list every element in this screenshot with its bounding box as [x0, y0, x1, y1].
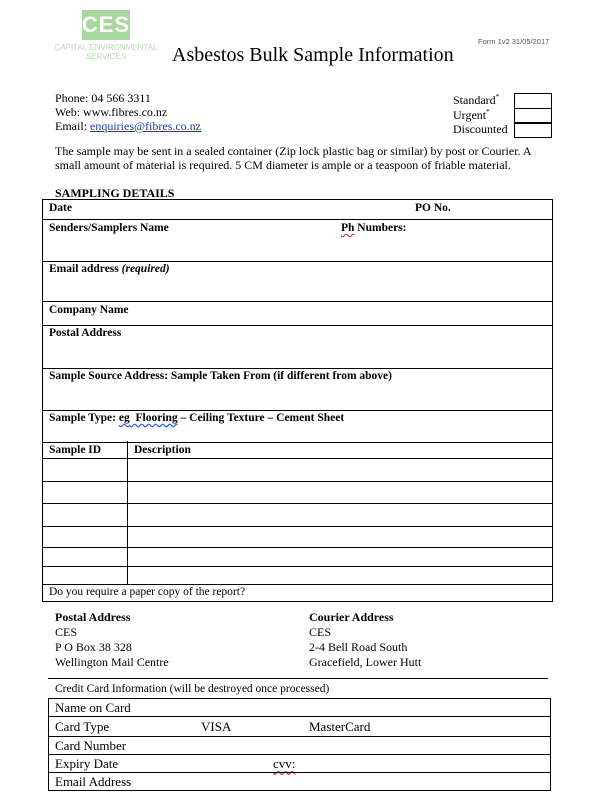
- card-number-label: Card Number: [55, 738, 127, 753]
- courier-address-line-3: Gracefield, Lower Hutt: [309, 655, 422, 669]
- sample-table-column-divider: [127, 441, 128, 584]
- form-version: Form 1v2 31/05/2017: [478, 37, 550, 46]
- cvv-label: cvv:: [273, 756, 296, 771]
- email-address-text: Email address: [49, 263, 122, 275]
- card-type-label: Card Type: [55, 719, 110, 734]
- priority-discounted-checkbox[interactable]: [514, 122, 552, 138]
- senders-name-label: Senders/Samplers Name: [49, 222, 169, 234]
- sample-row-line: [43, 503, 552, 504]
- sample-type-prefix: Sample Type:: [49, 412, 119, 424]
- logo-line-1: CAPITAL ENVIRONMENTAL: [54, 43, 158, 52]
- divider: [43, 325, 552, 326]
- divider: [43, 261, 552, 262]
- priority-urgent-asterisk: *: [486, 108, 490, 116]
- divider: [43, 301, 552, 302]
- divider: [43, 442, 552, 443]
- sample-type-rest: – Ceiling Texture – Cement Sheet: [177, 412, 345, 424]
- logo-subtitle: [41, 43, 171, 61]
- divider: [43, 219, 552, 220]
- intro-text: The sample may be sent in a sealed container (Zip lock plastic bag or similar) by post or Courier. A small amount of material is required. 5 CM diameter is ample or a teaspoon of friable material.: [55, 144, 531, 172]
- credit-card-caption: Credit Card Information (will be destroyed once processed): [55, 683, 330, 695]
- credit-card-top-rule: [48, 678, 548, 679]
- postal-address-heading: Postal Address: [55, 610, 131, 624]
- divider: [43, 410, 552, 411]
- sample-row-line: [43, 547, 552, 548]
- phone-numbers-label: [341, 222, 407, 234]
- divider: [43, 368, 552, 369]
- sample-source-label: Sample Source Address: Sample Taken From (if different from above): [49, 370, 392, 382]
- divider: [49, 772, 550, 773]
- sample-id-header: Sample ID: [49, 444, 102, 456]
- courier-address-line-1: CES: [309, 625, 332, 639]
- postal-address-line-3: Wellington Mail Centre: [55, 655, 169, 669]
- logo-line-2: SERVICES: [85, 52, 127, 61]
- divider: [43, 584, 552, 585]
- page-title: Asbestos Bulk Sample Information: [172, 44, 454, 66]
- ces-logo: [82, 10, 130, 40]
- email-required: (required): [121, 263, 170, 275]
- sample-row-line: [43, 566, 552, 567]
- priority-standard: [453, 93, 499, 108]
- sample-type-eg: eg: [118, 412, 130, 424]
- priority-standard-label: Standard: [453, 93, 496, 107]
- credit-card-table: [48, 698, 551, 791]
- courier-address-heading: Courier Address: [309, 610, 394, 624]
- date-label: Date: [49, 202, 72, 214]
- priority-discounted: Discounted: [453, 122, 508, 136]
- card-type-visa[interactable]: VISA: [201, 719, 232, 734]
- postal-address-label: Postal Address: [49, 327, 122, 339]
- ph-rest: Numbers:: [354, 222, 407, 234]
- po-number-label: PO No.: [415, 202, 451, 214]
- contact-email-link[interactable]: enquiries@fibres.co.nz: [90, 119, 202, 133]
- description-header: Description: [134, 444, 191, 456]
- divider: [49, 736, 550, 737]
- divider: [49, 754, 550, 755]
- priority-urgent-label: Urgent: [453, 108, 487, 122]
- company-name-label: Company Name: [49, 304, 129, 316]
- contact-phone: Phone: 04 566 3311: [55, 91, 151, 105]
- priority-standard-asterisk: *: [495, 93, 500, 101]
- sample-type-label: [49, 412, 344, 424]
- paper-copy-question: Do you require a paper copy of the report?: [49, 586, 246, 598]
- contact-web: Web: www.fibres.co.nz: [55, 105, 168, 119]
- card-email-label: Email Address: [55, 774, 132, 789]
- ph-abbr: Ph: [341, 222, 355, 234]
- card-type-mastercard[interactable]: MasterCard: [309, 719, 371, 734]
- sample-type-flooring: Flooring: [129, 412, 178, 424]
- sample-row-line: [43, 481, 552, 482]
- card-name-label: Name on Card: [55, 700, 131, 715]
- postal-address-line-1: CES: [55, 625, 78, 639]
- priority-urgent: [453, 108, 490, 123]
- divider: [49, 716, 550, 717]
- sampling-details-form: [42, 199, 553, 602]
- courier-address-line-2: 2-4 Bell Road South: [309, 640, 408, 654]
- sampling-details-heading: SAMPLING DETAILS: [55, 186, 175, 200]
- sample-row-line: [43, 526, 552, 527]
- courier-address-block: [309, 610, 421, 670]
- expiry-date-label: Expiry Date: [55, 756, 119, 771]
- postal-address-line-2: P O Box 38 328: [55, 640, 132, 654]
- contact-email: [55, 119, 201, 133]
- logo-abbr: CES: [81, 12, 131, 37]
- email-address-label: [49, 263, 170, 275]
- postal-address-block: [55, 610, 169, 670]
- priority-standard-checkbox[interactable]: [514, 93, 552, 109]
- divider: [43, 458, 552, 459]
- contact-email-label: Email:: [55, 119, 90, 133]
